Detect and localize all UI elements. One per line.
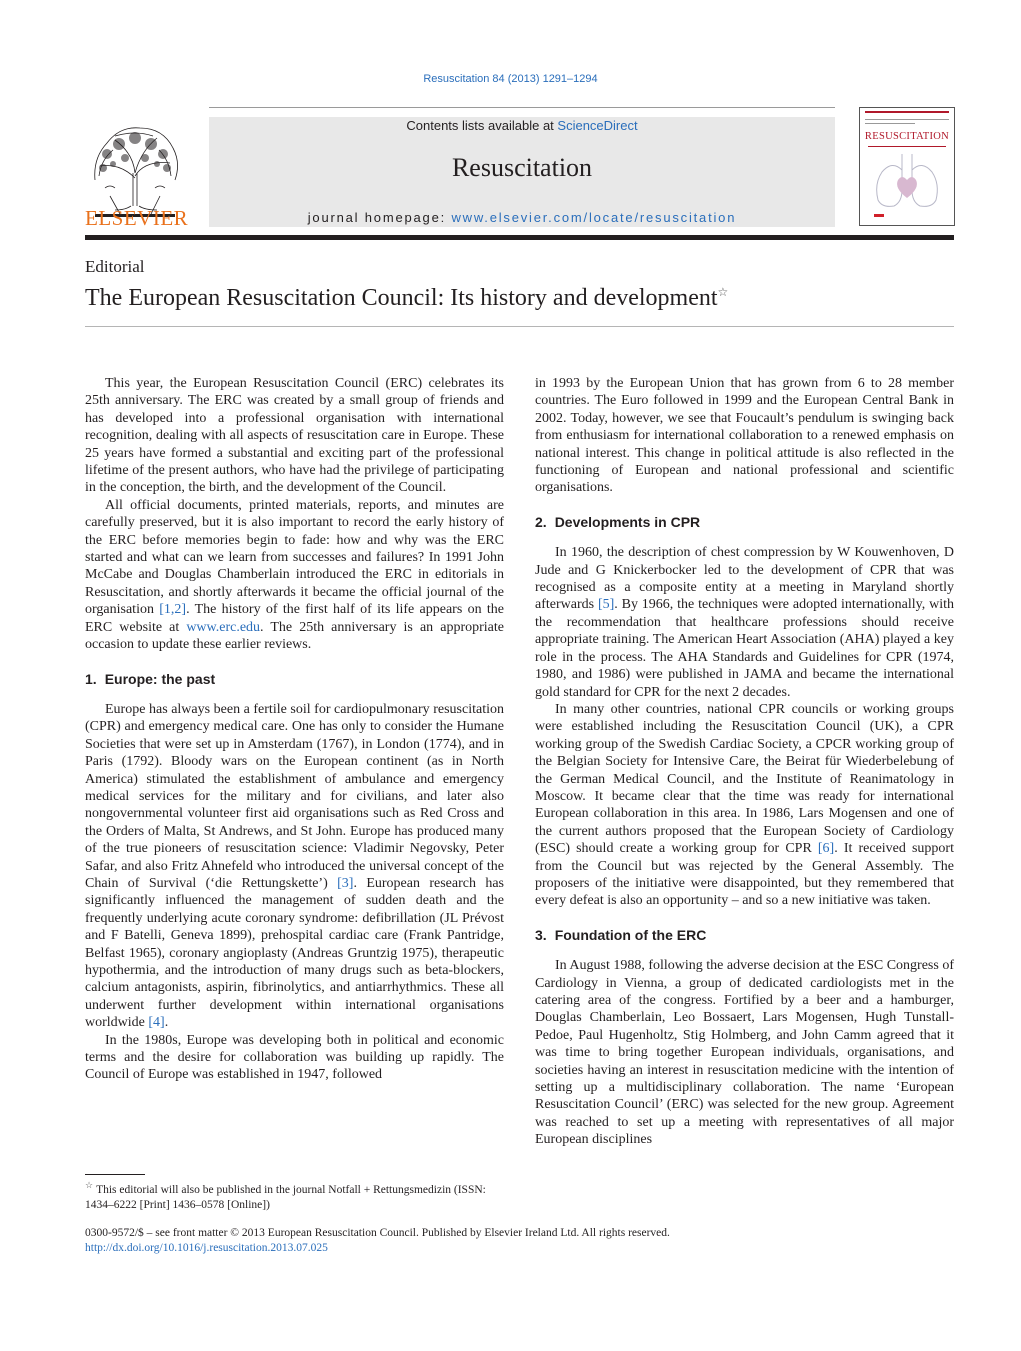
ref-link-4[interactable]: [4] <box>148 1015 165 1031</box>
section-2-paragraph-2 <box>535 701 954 910</box>
contents-prefix: Contents lists available at <box>406 118 558 133</box>
intro-p2-text-b: . The history of the first half of its life appears on the ERC website at <box>85 602 504 635</box>
section-1-continuation: in 1993 by the European Union that has grown from 6 to 28 member countries. The Euro followed in 1999 and the European Central Bank in 2002. Today, however, we see that Foucault’s pendulum is swinging back from enthusiasm for international collaboration to a renewed emphasis on national interest. This change in political attitude is also reflected in the functioning of European and national professional and scientific organisations. <box>535 376 954 496</box>
title-rule <box>85 326 954 327</box>
section-3-number: 3. <box>535 926 547 943</box>
ref-link-1-2[interactable]: [1,2] <box>159 602 187 618</box>
section-2-title: Developments in CPR <box>554 513 701 530</box>
intro-p2-text-a: All official documents, printed materials, reports, and minutes are carefully preserved, but it is also important to record the early history of the ERC before memories begin to fade: how and why was the ERC started and what can we learn from successes and failures? In 1991 John McCabe and Douglas Chamberlain introduced the ERC in editorials in Resuscitation, and shortly afterwards it became the official journal of the organisation <box>85 497 504 618</box>
s1-p1-text-b: . European research has significantly influenced the management of sudden death and the frequently underlying acute coronary syndrome: defibrillation (JL Prévost and F Batelli, Geneva 1899), prehospital cardiac care (Frank Pantridge, Belfast 1965), coronary angioplasty (Andreas Gruntzig 1975), therapeutic hypothermia, and the introduction of many drugs such as beta-blockers, calcium antagonists, aspirin, fibrinolytics, and antiarrhythmics. These all underwent further development within international organisations worldwide <box>85 875 504 1031</box>
footnote-text: This editorial will also be published in the journal Notfall + Rettungsmedizin (ISSN: 1434–6222 [Print] 1436–0578 [Online]) <box>85 1183 486 1212</box>
cover-title: RESUSCITATION <box>864 131 950 142</box>
journal-cover-thumbnail[interactable] <box>859 107 955 226</box>
article-type-label: Editorial <box>85 257 145 276</box>
ref-link-6[interactable]: [6] <box>817 841 835 857</box>
s1-p1-text-a: Europe has always been a fertile soil for cardiopulmonary resuscitation (CPR) and emergency medical care. One has only to consider the Humane Societies that were set up in Amsterdam (1767), in London (1774), and in Paris (1792). Bloody wars on the European continent (as in North America) stimulated the establishment of ambulance and emergency medical services for the military and for civilians, and later also nongovernmental volunteer first aid organisations such as Red Cross and the Orders of Malta, St Andrews, and St John. Europe has produced many of the true pioneers of resuscitation science: Vladimir Negovsky, Peter Safar, and also Fritz Ahnefeld who introduced the universal concept of the Chain of Survival (‘die Rettungskette’) <box>85 701 504 891</box>
journal-title: Resuscitation <box>451 153 593 182</box>
intro-paragraph-1: This year, the European Resuscitation Council (ERC) celebrates its 25th anniversary. The ERC was created by a small group of friends and has developed into a professional organisation with international recognition, dealing with all aspects of resuscitation care in Europe. These 25 years have formed a substantial and exciting part of the professional lifetime of the present authors, who have had the privilege of participating in the conception, the birth, and the development of the Council. <box>85 376 504 496</box>
section-1-paragraph-1 <box>85 701 504 1032</box>
section-3-title: Foundation of the ERC <box>554 926 707 943</box>
lungs-heart-icon <box>872 150 942 212</box>
cover-top-band <box>865 111 949 113</box>
section-1-heading <box>85 671 504 688</box>
section-2-paragraph-1 <box>535 544 954 701</box>
intro-paragraph-2 <box>85 497 504 654</box>
section-1-title: Europe: the past <box>104 670 216 687</box>
header-rule <box>209 107 835 108</box>
sciencedirect-link[interactable]: ScienceDirect <box>557 118 638 133</box>
title-footnote-star-icon[interactable]: ☆ <box>717 285 729 299</box>
section-2-heading <box>535 514 954 531</box>
contents-line <box>209 118 835 133</box>
article-title-text: The European Resuscitation Council: Its history and development <box>85 285 718 311</box>
ref-link-5[interactable]: [5] <box>597 597 615 613</box>
s2-p1-text-a: In 1960, the description of chest compression by W Kouwenhoven, D Jude and G Knickerbocker led to the development of CPR that was recognised as a composite entity at a meeting in Maryland shortly afterwards <box>535 545 954 613</box>
homepage-line <box>209 210 835 225</box>
homepage-prefix: journal homepage: <box>307 210 452 225</box>
masthead-thick-rule <box>85 235 954 240</box>
section-3-paragraph-1: In August 1988, following the adverse decision at the ESC Congress of Cardiology in Vienna, a group of dedicated cardiologists met in the catering area of the congress. Fortified by a beer and a hamburger, Douglas Chamberlain, Leo Bossaert, Lars Mogensen, Hugh Tunstall-Pedoe, Paul Hugenholtz, Stig Holmberg, and John Camm agreed that it was time to bring together European individuals, organisations, and societies having an interest in resuscitation medicine with the intention of setting up a multidisciplinary collaboration. The name ‘European Resuscitation Council’ (ERC) was selected for the new group. Agreement was reached to set up a meeting with representatives of all major European disciplines <box>535 958 954 1148</box>
journal-homepage-link[interactable]: www.elsevier.com/locate/resuscitation <box>451 210 737 225</box>
journal-citation[interactable]: Resuscitation 84 (2013) 1291–1294 <box>423 73 598 85</box>
erc-website-link[interactable]: www.erc.edu <box>186 619 261 635</box>
copyright-line: 0300-9572/$ – see front matter © 2013 European Resuscitation Council. Published by Elsevier Ireland Ltd. All rights reserved. <box>85 1227 670 1239</box>
s1-p1-text-c: . <box>164 1015 169 1031</box>
section-3-heading <box>535 927 954 944</box>
article-title <box>85 285 728 312</box>
section-2-number: 2. <box>535 513 547 530</box>
s2-p1-text-b: . By 1966, the techniques were adopted internationally, with the recommendation that healthcare professions should receive appropriate training. The American Heart Association (AHA) played a key role in the process. The AHA Standards and Guidelines for CPR (1974, 1980, and 1986) were published in JAMA and became the international gold standard for CPR for the next 2 decades. <box>535 597 955 700</box>
footnote-rule <box>85 1174 145 1175</box>
intro-p2-text-c: . The 25th anniversary is an appropriate occasion to update these earlier reviews. <box>85 619 504 653</box>
cover-header-lines <box>865 116 949 126</box>
body-column-right <box>535 375 954 1149</box>
doi-link[interactable]: http://dx.doi.org/10.1016/j.resuscitation.2013.07.025 <box>85 1242 328 1254</box>
section-1-paragraph-2: In the 1980s, Europe was developing both in political and economic terms and the desire for collaboration was building up rapidly. The Council of Europe was established in 1947, followed <box>85 1032 504 1083</box>
body-column-left <box>85 375 504 1084</box>
s2-p2-text-a: In many other countries, national CPR councils or working groups were established including the Resuscitation Council (UK), a CPR working group of the Swedish Cardiac Society, a CPCR working group of the Belgian Society for Intensive Care, the Beirat für Wiederbelebung of the German Medical Council, and the Institute of Reanimatology in Moscow. It became clear that the time was ready for international European collaboration in this area. In 1986, Lars Mogensen and one of the current authors proposed that the European Society of Cardiology (ESC) should create a working group for CPR <box>535 701 954 857</box>
cover-publisher-mark <box>874 214 884 217</box>
ref-link-3[interactable]: [3] <box>337 875 354 891</box>
section-1-number: 1. <box>85 670 97 687</box>
title-footnote <box>85 1178 504 1214</box>
elsevier-wordmark: ELSEVIER <box>85 206 189 230</box>
s2-p2-text-b: . It received support from the Council but was rejected by the General Assembly. The proposers of the initiative were disappointed, but they remembered that every defeat is also an opportunity – and so a new initiative was taken. <box>535 841 954 909</box>
copyright-block <box>85 1226 670 1256</box>
footnote-star-icon: ☆ <box>85 1180 94 1190</box>
cover-subtitle-line <box>868 146 946 147</box>
